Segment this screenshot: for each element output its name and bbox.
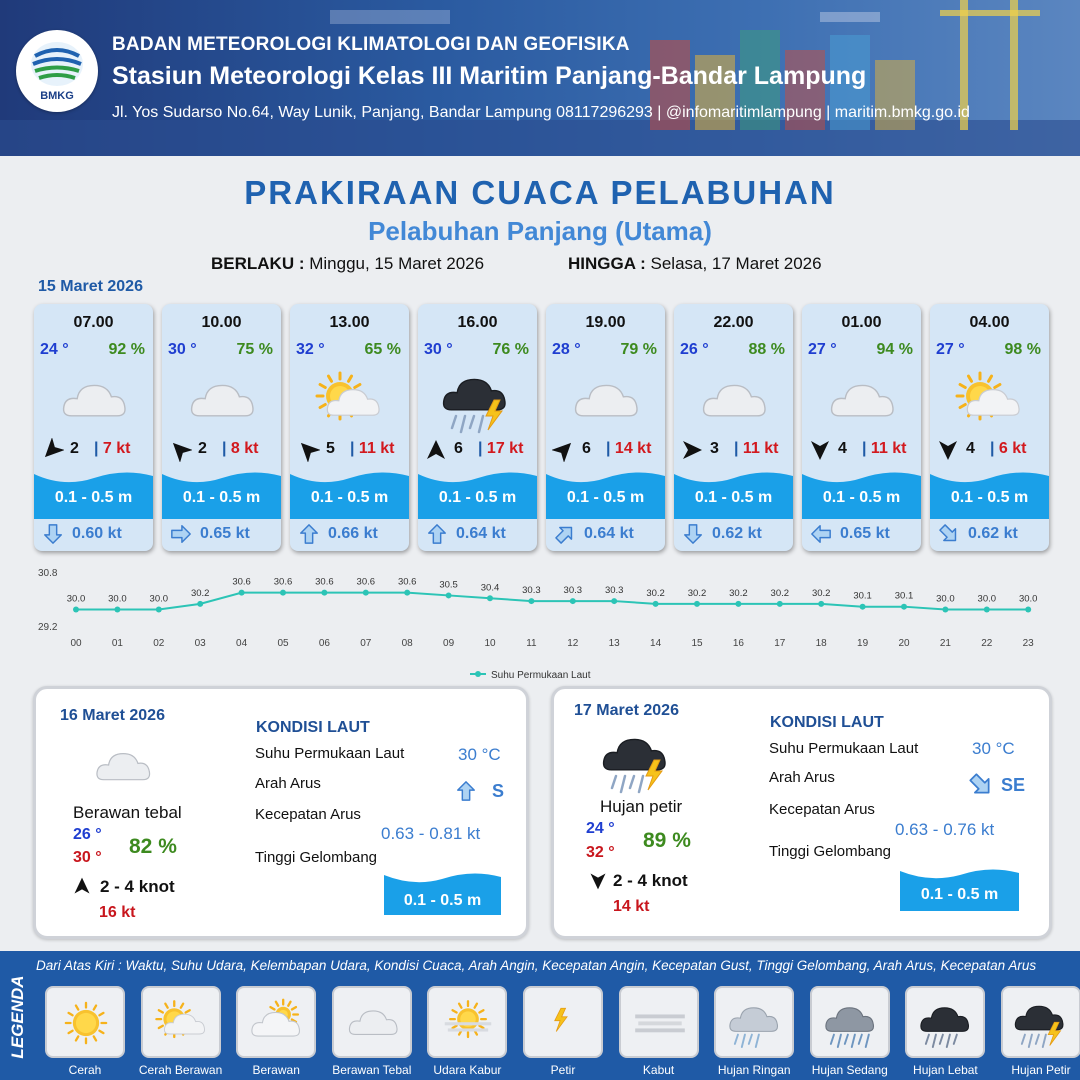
forecast-current-speed: 0.64 kt [456, 525, 506, 542]
forecast-card [802, 304, 921, 551]
sst-point [570, 598, 576, 604]
x-tick-label: 20 [898, 638, 910, 649]
forecast-wind-speed: 2 [70, 440, 79, 457]
forecast-temp: 32 ° [296, 341, 325, 358]
day2-sst-value: 30 °C [458, 745, 501, 764]
day2-temp-max: 30 ° [73, 849, 102, 866]
sst-data-label: 30.2 [811, 587, 831, 599]
forecast-humidity: 76 % [492, 341, 529, 358]
forecast-gust-value: 8 kt [230, 440, 259, 457]
sst-point [404, 590, 410, 596]
sst-point [363, 590, 369, 596]
sst-point [114, 607, 120, 613]
validity-to-label: HINGGA : [568, 254, 646, 273]
legend-label: Suhu Permukaan Laut [491, 670, 591, 681]
wind-direction-icon [808, 438, 832, 462]
forecast-gust-value: 11 kt [742, 440, 779, 457]
forecast-current [290, 518, 409, 551]
x-tick-label: 21 [939, 638, 951, 649]
legend-item [523, 986, 603, 1058]
forecast-current-speed: 0.66 kt [328, 525, 378, 542]
day3-gust: 14 kt [613, 898, 650, 915]
validity-from-value: Minggu, 15 Maret 2026 [309, 254, 485, 273]
cerah-icon [55, 992, 117, 1054]
hujan-lebat-icon [915, 992, 977, 1054]
forecast-humidity: 98 % [1004, 341, 1041, 358]
forecast-wind-speed: 3 [710, 440, 719, 457]
forecast-humidity: 75 % [236, 341, 273, 358]
cerah-berawan-icon [310, 366, 390, 436]
forecast-wind-speed: 4 [966, 440, 975, 457]
forecast-wave-height: 0.1 - 0.5 m [694, 489, 773, 506]
forecast-temp: 24 ° [40, 341, 69, 358]
x-tick-label: 14 [650, 638, 662, 649]
forecast-current-speed: 0.62 kt [968, 525, 1018, 542]
gust-divider: | [350, 440, 359, 457]
hujan-sedang-icon [820, 992, 882, 1054]
sst-point [1025, 607, 1031, 613]
forecast-current [546, 518, 665, 551]
udara-kabur-icon [437, 992, 499, 1054]
legend-item-label: Cerah Berawan [138, 1063, 223, 1077]
page-subtitle: Pelabuhan Panjang (Utama) [368, 216, 712, 246]
forecast-temp: 30 ° [424, 341, 453, 358]
sst-point [611, 598, 617, 604]
sst-data-label: 30.6 [315, 576, 334, 588]
current-direction-icon [554, 523, 576, 545]
day3-sst-label: Suhu Permukaan Laut [769, 740, 919, 757]
sst-point [984, 607, 990, 613]
sst-point [942, 607, 948, 613]
legend-item-label: Hujan Ringan [717, 1063, 791, 1077]
x-tick-label: 19 [857, 638, 869, 649]
sst-data-label: 30.0 [66, 593, 86, 605]
forecast-temp: 27 ° [936, 341, 965, 358]
hujan-petir-icon [1011, 992, 1073, 1054]
sst-point [653, 601, 659, 607]
day2-current-speed-label: Kecepatan Arus [255, 806, 361, 823]
forecast-time: 10.00 [201, 314, 242, 331]
berawan-icon [246, 992, 308, 1054]
day3-temp-max: 32 ° [586, 844, 615, 861]
sst-data-label: 30.0 [936, 593, 955, 605]
x-tick-label: 01 [111, 638, 123, 649]
forecast-card [290, 304, 409, 551]
station-name: Stasiun Meteorologi Kelas III Maritim Panjang-Bandar Lampung [112, 62, 867, 90]
legend-marker [475, 671, 481, 677]
x-tick-label: 10 [484, 638, 496, 649]
gust-divider: | [222, 440, 231, 457]
forecast-time: 22.00 [713, 314, 754, 331]
legend-item-label: Berawan [252, 1063, 300, 1077]
forecast-wind [552, 438, 659, 462]
forecast-gust [478, 440, 523, 458]
x-tick-label: 05 [277, 638, 289, 649]
forecast-wave-height: 0.1 - 0.5 m [54, 489, 133, 506]
forecast-time: 13.00 [329, 314, 370, 331]
berawan-tebal-icon [182, 366, 262, 436]
y-tick-label: 30.8 [38, 568, 58, 579]
forecast-card [162, 304, 281, 551]
forecast-gust-value: 6 kt [998, 440, 1027, 457]
day2-gust: 16 kt [99, 904, 136, 921]
day2-current-dir-label: Arah Arus [255, 775, 321, 792]
sst-data-label: 30.4 [480, 582, 500, 594]
forecast-gust-value: 14 kt [614, 440, 652, 457]
x-tick-label: 04 [236, 638, 248, 649]
sst-point [280, 590, 286, 596]
sst-data-label: 30.3 [522, 585, 541, 597]
sst-data-label: 30.0 [149, 593, 169, 605]
berawan-tebal-icon [54, 366, 134, 436]
forecast-time: 16.00 [457, 314, 498, 331]
sst-data-label: 30.6 [397, 576, 417, 588]
wind-direction-icon [424, 438, 448, 462]
forecast-card [674, 304, 793, 551]
current-direction-icon [426, 523, 448, 545]
forecast-humidity: 94 % [876, 341, 913, 358]
forecast-wind [424, 438, 531, 462]
legend-title [4, 962, 30, 1072]
forecast-wind [296, 438, 403, 462]
wind-direction-icon [680, 438, 704, 462]
berawan-tebal-icon [566, 366, 646, 436]
sst-data-label: 30.1 [894, 590, 914, 602]
legend-item [332, 986, 412, 1058]
forecast-wind-speed: 4 [838, 440, 847, 457]
forecast-wind [680, 438, 787, 462]
forecast-humidity: 92 % [108, 341, 145, 358]
x-tick-label: 23 [1022, 638, 1034, 649]
sst-data-label: 30.6 [356, 576, 376, 588]
current-direction-icon [682, 523, 704, 545]
forecast-humidity: 88 % [748, 341, 785, 358]
sst-data-label: 30.6 [232, 576, 251, 588]
day2-temp-min: 26 ° [73, 826, 102, 843]
day3-wave-value: 0.1 - 0.5 m [920, 886, 999, 903]
day2-weather-icon [88, 737, 158, 797]
forecast-wind [168, 438, 275, 462]
sst-point [777, 601, 783, 607]
forecast-current [34, 518, 153, 551]
day2-current-dir-icon [455, 778, 477, 804]
validity-to [568, 254, 822, 274]
forecast-gust [734, 440, 779, 458]
forecast-time: 07.00 [73, 314, 114, 331]
x-tick-label: 18 [815, 638, 827, 649]
forecast-wave-height: 0.1 - 0.5 m [566, 489, 645, 506]
day3-weather-icon [598, 725, 678, 797]
forecast-gust-value: 11 kt [870, 440, 907, 457]
legend-item [45, 986, 125, 1058]
page-title: PRAKIRAAN CUACA PELABUHAN [244, 174, 836, 211]
forecast-gust [350, 440, 395, 458]
validity-from-label: BERLAKU : [211, 254, 305, 273]
forecast-current [930, 518, 1049, 551]
day3-condition: Hujan petir [600, 797, 683, 816]
gust-divider: | [478, 440, 487, 457]
forecast-current-speed: 0.62 kt [712, 525, 762, 542]
forecast-current [418, 518, 537, 551]
gust-divider: | [606, 440, 615, 457]
forecast-wind [40, 438, 147, 462]
forecast-current [802, 518, 921, 551]
forecast-time: 19.00 [585, 314, 626, 331]
day3-panel [551, 686, 1052, 939]
forecast-gust-value: 11 kt [358, 440, 395, 457]
day2-current-speed-value: 0.63 - 0.81 kt [381, 824, 481, 843]
x-tick-label: 11 [526, 638, 537, 649]
x-tick-label: 13 [608, 638, 620, 649]
sst-point [901, 604, 907, 610]
sst-chart [30, 562, 1080, 682]
legend-item-label: Berawan Tebal [332, 1063, 412, 1077]
hujan-ringan-icon [724, 992, 786, 1054]
forecast-current-speed: 0.65 kt [840, 525, 890, 542]
day2-wind: 2 - 4 knot [100, 877, 175, 896]
legend-item [1001, 986, 1080, 1058]
berawan-tebal-icon [694, 366, 774, 436]
forecast-temp: 27 ° [808, 341, 837, 358]
validity-from [211, 254, 484, 274]
legend-item [141, 986, 221, 1058]
forecast-humidity: 65 % [364, 341, 401, 358]
x-tick-label: 06 [318, 638, 330, 649]
day2-wave-label: Tinggi Gelombang [255, 849, 378, 866]
wind-direction-icon [168, 438, 192, 462]
bmkg-logo-icon [27, 38, 87, 90]
legend-description: Dari Atas Kiri : Waktu, Suhu Udara, Kelembapan Udara, Kondisi Cuaca, Arah Angin, Kecepatan Angin, Kecepatan Gust, Tinggi Gelombang, Arah Arus, Kecepatan Arus [36, 958, 1037, 973]
forecast-gust [862, 440, 907, 458]
sst-point [487, 595, 493, 601]
legend-item-label: Kabut [642, 1063, 675, 1077]
sst-point [446, 592, 452, 598]
sst-data-label: 30.5 [439, 579, 458, 591]
logo-text: BMKG [40, 90, 74, 102]
x-tick-label: 02 [153, 638, 165, 649]
forecast-wave-height: 0.1 - 0.5 m [950, 489, 1029, 506]
forecast-gust [606, 440, 651, 458]
forecast-card [34, 304, 153, 551]
forecast-time: 04.00 [969, 314, 1010, 331]
forecast-wind-speed: 6 [582, 440, 591, 457]
day3-wind-icon [588, 871, 608, 891]
sst-data-label: 30.6 [273, 576, 293, 588]
sst-point [860, 604, 866, 610]
day2-date: 16 Maret 2026 [60, 707, 165, 724]
forecast-wind-speed: 5 [326, 440, 335, 457]
sst-point [735, 601, 741, 607]
day2-panel [33, 686, 529, 939]
day3-sst-value: 30 °C [972, 739, 1015, 758]
gust-divider: | [862, 440, 871, 457]
day3-sea-title: KONDISI LAUT [770, 714, 884, 731]
legend-item [810, 986, 890, 1058]
day1-date: 15 Maret 2026 [38, 278, 143, 295]
forecast-card [546, 304, 665, 551]
day3-current-dir-icon [968, 772, 994, 798]
forecast-current [162, 518, 281, 551]
day3-current-dir-label: Arah Arus [769, 769, 835, 786]
sst-point [239, 590, 245, 596]
forecast-gust-value: 7 kt [102, 440, 131, 457]
current-direction-icon [42, 523, 64, 545]
sst-data-label: 30.2 [646, 587, 665, 599]
legend-item-label: Petir [550, 1063, 576, 1077]
wind-direction-icon [552, 438, 576, 462]
day3-temp-min: 24 ° [586, 820, 615, 837]
forecast-wind-speed: 6 [454, 440, 463, 457]
petir-icon [533, 992, 595, 1054]
sst-point [156, 607, 162, 613]
sst-data-label: 30.2 [770, 587, 790, 599]
sst-point [197, 601, 203, 607]
x-tick-label: 07 [360, 638, 372, 649]
x-tick-label: 09 [443, 638, 455, 649]
sst-point [73, 607, 79, 613]
sst-data-label: 30.2 [729, 587, 748, 599]
current-direction-icon [298, 523, 320, 545]
sst-data-label: 30.0 [977, 593, 997, 605]
bmkg-logo [16, 30, 98, 112]
x-tick-label: 16 [732, 638, 744, 649]
forecast-current-speed: 0.60 kt [72, 525, 122, 542]
wind-direction-icon [40, 438, 64, 462]
gust-divider: | [734, 440, 743, 457]
sst-data-label: 30.3 [604, 585, 624, 597]
sst-point [528, 598, 534, 604]
forecast-humidity: 79 % [620, 341, 657, 358]
wind-direction-icon [936, 438, 960, 462]
gust-divider: | [94, 440, 103, 457]
day3-current-speed-value: 0.63 - 0.76 kt [895, 820, 995, 839]
forecast-gust [990, 440, 1027, 458]
day2-wave-value: 0.1 - 0.5 m [403, 892, 482, 909]
forecast-gust [222, 440, 259, 458]
sst-point [694, 601, 700, 607]
forecast-current [674, 518, 793, 551]
current-direction-icon [938, 523, 960, 545]
kabut-icon [629, 992, 691, 1054]
day3-wind: 2 - 4 knot [613, 871, 688, 890]
day3-date: 17 Maret 2026 [574, 702, 679, 719]
forecast-gust-value: 17 kt [486, 440, 524, 457]
hujan-petir-icon [438, 366, 518, 436]
day2-sst-label: Suhu Permukaan Laut [255, 745, 405, 762]
forecast-gust [94, 440, 131, 458]
forecast-wave-height: 0.1 - 0.5 m [310, 489, 389, 506]
day2-current-dir-value: S [492, 781, 505, 801]
cerah-berawan-icon [950, 366, 1030, 436]
x-tick-label: 22 [981, 638, 993, 649]
forecast-wind [936, 438, 1043, 462]
sst-data-label: 30.2 [687, 587, 707, 599]
sst-data-label: 30.2 [190, 587, 210, 599]
sst-data-label: 30.3 [563, 585, 583, 597]
forecast-current-speed: 0.64 kt [584, 525, 634, 542]
gust-divider: | [990, 440, 999, 457]
legend-item-label: Hujan Petir [1011, 1063, 1071, 1077]
legend-item-label: Cerah [68, 1063, 102, 1077]
legend-item [714, 986, 794, 1058]
day2-condition: Berawan tebal [73, 803, 182, 822]
current-direction-icon [810, 523, 832, 545]
berawan-tebal-icon [342, 992, 404, 1054]
forecast-time: 01.00 [841, 314, 882, 331]
station-address: Jl. Yos Sudarso No.64, Way Lunik, Panjang, Bandar Lampung 08117296293 | @infomaritimlampung | maritim.bmkg.go.id [112, 104, 970, 121]
day3-current-dir-value: SE [1001, 775, 1026, 795]
forecast-wave-height: 0.1 - 0.5 m [438, 489, 517, 506]
forecast-card [418, 304, 537, 551]
legend-item-label: Hujan Sedang [811, 1063, 888, 1077]
current-direction-icon [170, 523, 192, 545]
sst-point [818, 601, 824, 607]
cerah-berawan-icon [151, 992, 213, 1054]
forecast-temp: 28 ° [552, 341, 581, 358]
forecast-wave-height: 0.1 - 0.5 m [822, 489, 901, 506]
x-tick-label: 00 [70, 638, 82, 649]
validity-to-value: Selasa, 17 Maret 2026 [650, 254, 822, 273]
day3-humidity: 89 % [643, 829, 691, 852]
legend-item-label: Udara Kabur [433, 1063, 502, 1077]
forecast-wave-height: 0.1 - 0.5 m [182, 489, 261, 506]
x-tick-label: 15 [691, 638, 703, 649]
sst-data-label: 30.1 [853, 590, 872, 602]
forecast-temp: 26 ° [680, 341, 709, 358]
day3-current-speed-label: Kecepatan Arus [769, 801, 875, 818]
y-tick-label: 29.2 [38, 622, 58, 633]
sst-data-label: 30.0 [108, 593, 127, 605]
header-banner [0, 0, 1080, 156]
x-tick-label: 17 [774, 638, 786, 649]
x-tick-label: 03 [194, 638, 206, 649]
forecast-wind [808, 438, 915, 462]
legend-item [427, 986, 507, 1058]
forecast-card [930, 304, 1049, 551]
org-name: BADAN METEOROLOGI KLIMATOLOGI DAN GEOFISIKA [112, 34, 630, 55]
day3-wave-label: Tinggi Gelombang [769, 843, 892, 860]
berawan-tebal-icon [822, 366, 902, 436]
x-tick-label: 08 [401, 638, 413, 649]
legend-item-label: Hujan Lebat [913, 1063, 978, 1077]
forecast-temp: 30 ° [168, 341, 197, 358]
svg-text:LEGENDA: LEGENDA [8, 975, 27, 1059]
legend-item [236, 986, 316, 1058]
sst-point [321, 590, 327, 596]
x-tick-label: 12 [567, 638, 579, 649]
legend-item [619, 986, 699, 1058]
sst-data-label: 30.0 [1018, 593, 1038, 605]
forecast-current-speed: 0.65 kt [200, 525, 250, 542]
day2-humidity: 82 % [129, 835, 177, 858]
forecast-wind-speed: 2 [198, 440, 207, 457]
wind-direction-icon [296, 438, 320, 462]
day2-wind-icon [72, 876, 92, 896]
day2-sea-title: KONDISI LAUT [256, 719, 370, 736]
legend-item [905, 986, 985, 1058]
